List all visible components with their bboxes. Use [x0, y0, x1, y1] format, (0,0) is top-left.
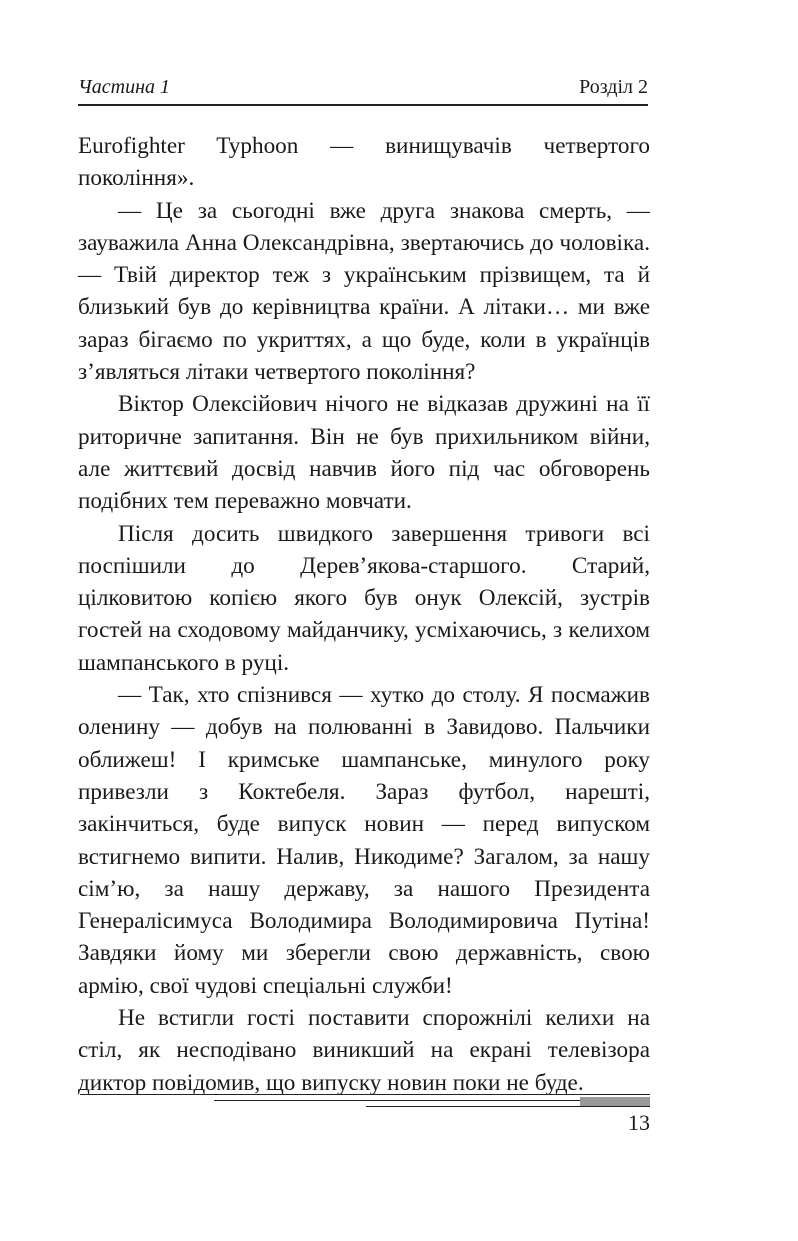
footer-rule-top: [80, 1094, 650, 1095]
header-part-label: Частина 1: [78, 76, 171, 98]
page-number: 13: [628, 1110, 650, 1135]
footer-gray-bar: [580, 1097, 650, 1106]
paragraph-2: — Це за сьогодні вже друга знакова смерть, — зауважила Анна Олександрівна, звертаючись до чоловіка. — Твій директор теж з українським прізвищем, та й близький був до керівництва країни. А літаки… ми вже зараз бігаємо по укриттях, а що буде, коли в українців з’являться літаки четвертого покоління?: [78, 197, 650, 386]
header-rule: [78, 104, 648, 106]
running-header: [78, 76, 648, 102]
page-body: [78, 130, 650, 1099]
paragraph-6: Не встигли гості поставити спорожнілі келихи на стіл, як несподівано виникший на екрані телевізора диктор повідомив, що випуску новин поки не буде.: [78, 1005, 650, 1096]
paragraph-1: Eurofighter Typhoon — винищувачів четвертого покоління».: [78, 133, 650, 192]
paragraph-5: — Так, хто спізнився — хутко до столу. Я посмажив оленину — добув на полюванні в Завидово. Пальчики оближеш! І кримське шампанське, минулого року привезли з Коктебеля. Зараз футбол, нарешті, закінчиться, буде випуск новин — перед випуском встигнемо випити. Налив, Никодиме? Загалом, за нашу сім’ю, за нашу державу, за нашого Президента Генералісимуса Володимира Володимировича Путіна! Завдяки йому ми зберегли свою державність, свою армію, свої чудові спеціальні служби!: [78, 682, 650, 999]
footer-rule-bottom: [366, 1106, 650, 1107]
paragraph-3: Віктор Олексійович нічого не відказав дружині на її риторичне запитання. Він не був прихильником війни, але життєвий досвід навчив його під час обговорень подібних тем переважно мовчати.: [78, 391, 650, 515]
header-chapter-label: Розділ 2: [579, 76, 648, 98]
paragraph-4: Після досить швидкого завершення тривоги всі поспішили до Дерев’якова-старшого. Старий, цілковитою копією якого був онук Олексій, зустрів гостей на сходовому майданчику, усміхаючись, з келихом шампанського в руці.: [78, 520, 650, 676]
